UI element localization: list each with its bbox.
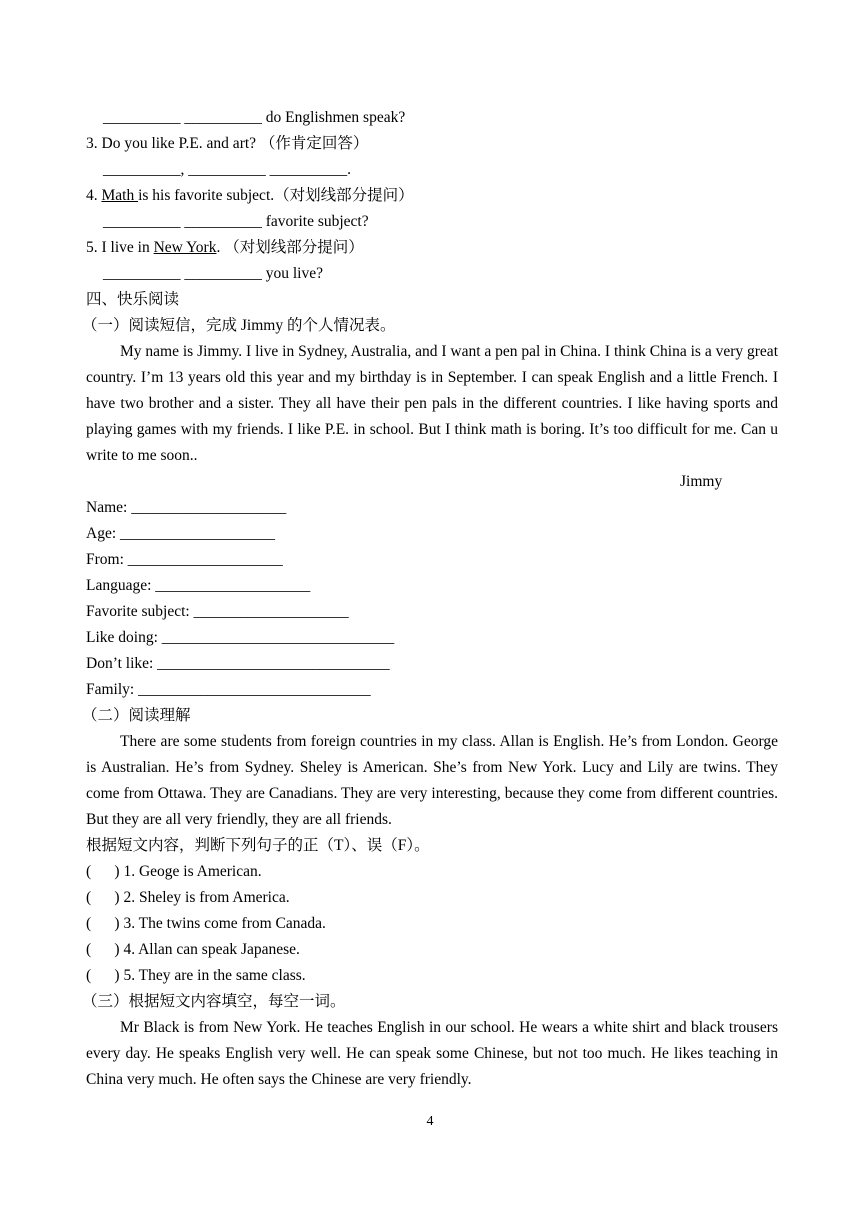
question-4	[86, 186, 414, 206]
question-5-suffix: . （对划线部分提问）	[216, 239, 364, 256]
info-field-language: Language: ____________________	[86, 577, 311, 594]
info-field-age: Age: ____________________	[86, 525, 276, 542]
info-field-dont-like: Don’t like: ______________________________	[86, 655, 390, 672]
question-2-answer-line: __________ __________ do Englishmen speak?	[103, 109, 406, 126]
question-3-answer-line: __________, __________ __________.	[103, 161, 351, 178]
question-3: 3. Do you like P.E. and art? （作肯定回答）	[86, 135, 369, 152]
info-field-family: Family: ______________________________	[86, 681, 371, 698]
question-5-prefix: 5. I live in	[86, 239, 154, 256]
tf-item-3: ( ) 3. The twins come from Canada.	[86, 915, 326, 932]
passage-signature: Jimmy	[680, 473, 723, 490]
part-2-passage: There are some students from foreign countries in my class. Allan is English. He’s from London. George is Australian. He’s from Sydney. Sheley is American. She’s from New York. Lucy and Lily are twins. They come from Ottawa. They are Canadians. They are very interesting, because they come from different countries. But they are all very friendly, they are all friends.	[86, 733, 778, 828]
section-4-title: 四、快乐阅读	[86, 291, 180, 308]
tf-item-1: ( ) 1. Geoge is American.	[86, 863, 262, 880]
info-field-name: Name: ____________________	[86, 499, 287, 516]
part-3-title: （三）根据短文内容填空，每空一词。	[82, 993, 346, 1010]
tf-item-2: ( ) 2. Sheley is from America.	[86, 889, 290, 906]
question-5-answer-line: __________ __________ you live?	[103, 265, 323, 282]
info-field-from: From: ____________________	[86, 551, 283, 568]
part-1-passage: My name is Jimmy. I live in Sydney, Australia, and I want a pen pal in China. I think China is a very great country. I’m 13 years old this year and my birthday is in September. I can speak English and a little French. I have two brother and a sister. They all have their pen pals in the different countries. I like having sports and playing games with my friends. I like P.E. in school. But I think math is boring. It’s too difficult for me. Can u write to me soon..	[86, 343, 778, 464]
question-4-answer-line: __________ __________ favorite subject?	[103, 213, 369, 230]
question-4-prefix: 4.	[86, 187, 102, 204]
question-4-suffix: is his favorite subject.（对划线部分提问）	[138, 187, 414, 204]
info-field-favorite-subject: Favorite subject: ____________________	[86, 603, 349, 620]
tf-item-4: ( ) 4. Allan can speak Japanese.	[86, 941, 300, 958]
info-field-like-doing: Like doing: ______________________________	[86, 629, 395, 646]
question-4-underlined: Math	[101, 187, 139, 204]
tf-item-5: ( ) 5. They are in the same class.	[86, 967, 306, 984]
part-2-title: （二）阅读理解	[82, 707, 191, 724]
question-5	[86, 238, 364, 258]
page-number: 4	[426, 1114, 434, 1129]
part-1-title: （一）阅读短信，完成 Jimmy 的个人情况表。	[82, 317, 396, 334]
part-2-instruction: 根据短文内容，判断下列句子的正（T）、误（F）。	[86, 837, 430, 854]
part-3-passage: Mr Black is from New York. He teaches English in our school. He wears a white shirt and black trousers every day. He speaks English very well. He can speak some Chinese, but not too much. He likes teaching in China very much. He often says the Chinese are very friendly.	[86, 1019, 778, 1088]
question-5-underlined: New York	[153, 239, 217, 256]
